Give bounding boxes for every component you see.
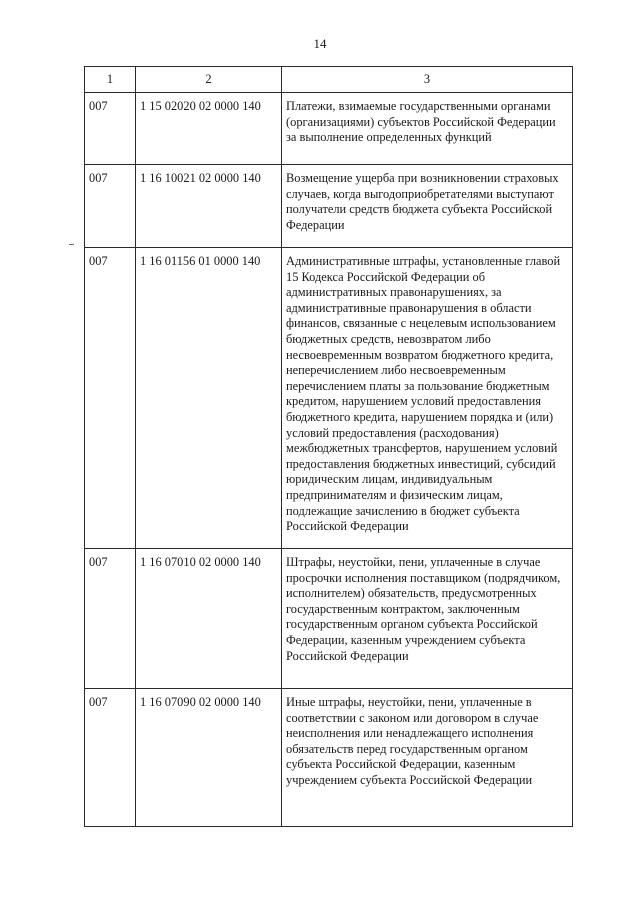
admin-code-cell: 007 (85, 549, 136, 689)
income-name-cell: Административные штрафы, установленные главой 15 Кодекса Российской Федерации об административных правонарушениях, за административные правонарушения в области финансов, связанные с нецелевым использованием бюджетных средств, невозвратом либо несвоевременным возвратом бюджетного кредита, неперечислением либо несвоевременным перечислением платы за пользование бюджетным кредитом, нарушением условий предоставления бюджетного кредита, нарушением порядка и (или) условий предоставления (расходования) межбюджетных трансфертов, нарушением условий предоставления бюджетных инвестиций, субсидий юридическим лицам, индивидуальным предпринимателям и физическим лицам, подлежащие зачислению в бюджет субъекта Российской Федерации (282, 248, 573, 549)
admin-code-cell: 007 (85, 93, 136, 165)
admin-code-cell: 007 (85, 248, 136, 549)
table-row (85, 93, 573, 165)
header-cell-3: 3 (282, 67, 573, 93)
page-number: 14 (313, 36, 327, 51)
table-row (85, 549, 573, 689)
income-code-cell: 1 16 10021 02 0000 140 (136, 165, 282, 248)
income-name-cell: Иные штрафы, неустойки, пени, уплаченные в соответствии с законом или договором в случае неисполнения или ненадлежащего исполнения обязательств перед государственным органом субъекта Российской Федерации, казенным учреждением субъекта Российской Федерации (282, 689, 573, 827)
income-code-cell: 1 15 02020 02 0000 140 (136, 93, 282, 165)
table-header-row (85, 67, 573, 93)
income-code-cell: 1 16 01156 01 0000 140 (136, 248, 282, 549)
admin-code-cell: 007 (85, 165, 136, 248)
income-code-cell: 1 16 07090 02 0000 140 (136, 689, 282, 827)
income-name-cell: Возмещение ущерба при возникновении страховых случаев, когда выгодоприобретателями выступают получатели средств бюджета субъекта Российской Федерации (282, 165, 573, 248)
income-name-cell: Платежи, взимаемые государственными органами (организациями) субъектов Российской Федерации за выполнение определенных функций (282, 93, 573, 165)
income-name-cell: Штрафы, неустойки, пени, уплаченные в случае просрочки исполнения поставщиком (подрядчиком, исполнителем) обязательств, предусмотренных государственным контрактом, заключенным государственным органом субъекта Российской Федерации, казенным учреждением субъекта Российской Федерации (282, 549, 573, 689)
admin-code-cell: 007 (85, 689, 136, 827)
income-code-cell: 1 16 07010 02 0000 140 (136, 549, 282, 689)
header-cell-2: 2 (136, 67, 282, 93)
table-row (85, 248, 573, 549)
budget-income-table (84, 66, 573, 827)
table-row (85, 165, 573, 248)
scan-artifact-mark (69, 244, 74, 245)
table-row (85, 689, 573, 827)
header-cell-1: 1 (85, 67, 136, 93)
